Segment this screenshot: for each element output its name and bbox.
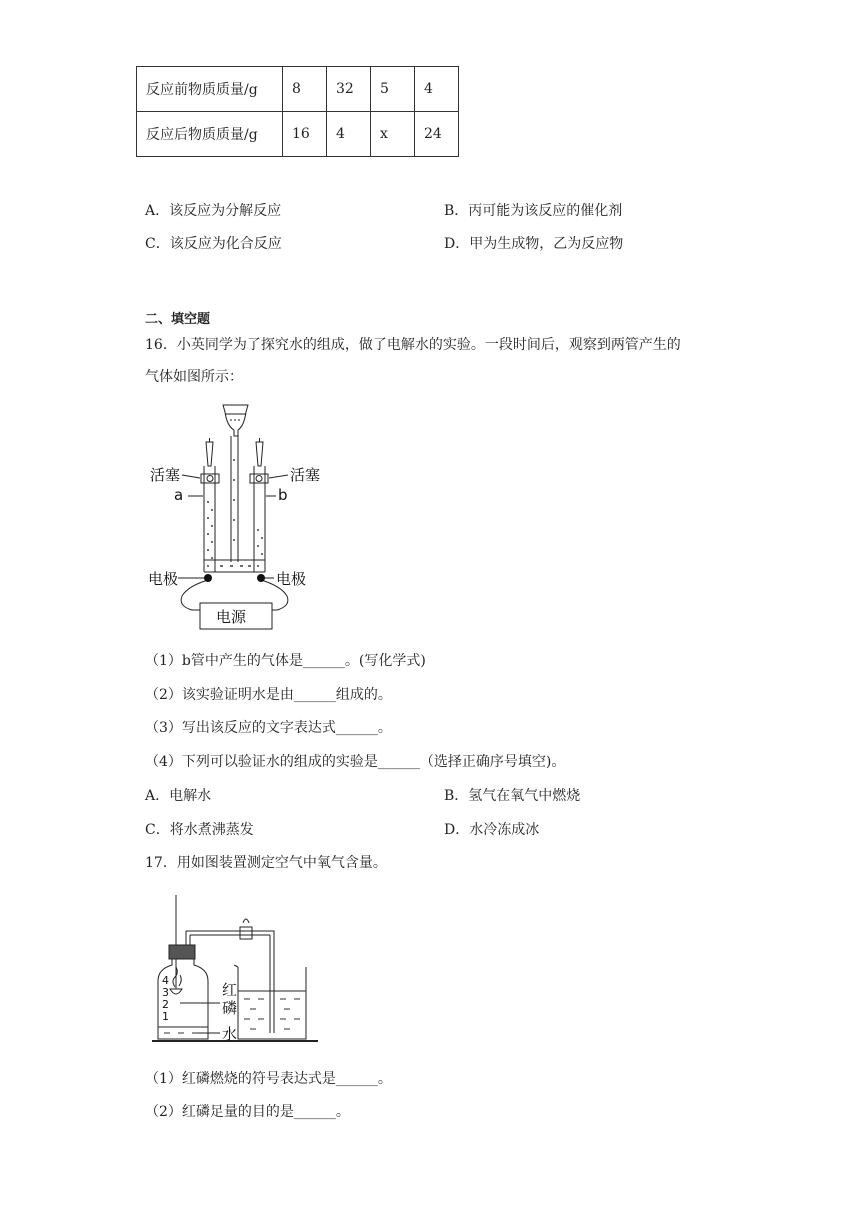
q16-sub3: （3）写出该反应的文字表达式______。 [145, 720, 392, 736]
q15-option-a: A．该反应为分解反应 [145, 203, 282, 219]
electrolysis-figure [148, 400, 348, 632]
scale-mark: 2 [162, 998, 169, 1011]
q17-sub2: （2）红磷足量的目的是______。 [145, 1104, 350, 1120]
q16-stem-line1: 16．小英同学为了探究水的组成，做了电解水的实验。一段时间后，观察到两管产生的 [145, 337, 681, 353]
oxygen-content-figure [146, 893, 346, 1043]
tube-a-label: a [174, 486, 184, 504]
table-cell: 24 [415, 112, 459, 157]
red-phosphorus-label-2: 磷 [222, 999, 238, 1017]
section-title: 二、填空题 [145, 312, 211, 327]
table-cell: 32 [327, 67, 371, 112]
electrode-left-label: 电极 [148, 570, 179, 588]
q16-sub2: （2）该实验证明水是由______组成的。 [145, 687, 392, 703]
q15-option-d: D．甲为生成物，乙为反应物 [444, 236, 624, 252]
q16-option-d: D．水冷冻成冰 [444, 822, 540, 838]
q16-sub1: （1）b管中产生的气体是______。(写化学式) [145, 653, 426, 669]
stopcock-left-label: 活塞 [150, 466, 181, 484]
q15-option-b: B．丙可能为该反应的催化剂 [444, 203, 623, 219]
q16-sub4: （4）下列可以验证水的组成的实验是______（选择正确序号填空)。 [145, 754, 566, 770]
table-cell: 反应前物质质量/g [137, 67, 283, 112]
table-cell: 8 [283, 67, 327, 112]
table-row [137, 67, 459, 112]
scale-mark: 4 [162, 974, 169, 987]
table-row [137, 112, 459, 157]
q16-stem-line2: 气体如图所示： [145, 369, 243, 385]
power-label: 电源 [216, 608, 247, 626]
table-cell: x [371, 112, 415, 157]
q16-option-c: C．将水煮沸蒸发 [145, 822, 254, 838]
red-phosphorus-label-1: 红 [222, 981, 238, 999]
table-cell: 5 [371, 67, 415, 112]
electrode-right-label: 电极 [276, 570, 307, 588]
scale-mark: 3 [162, 986, 169, 999]
q16-option-b: B．氢气在氧气中燃烧 [444, 788, 581, 804]
water-label: 水 [222, 1025, 238, 1043]
q15-option-c: C．该反应为化合反应 [145, 236, 282, 252]
table-cell: 4 [327, 112, 371, 157]
stopcock-right-label: 活塞 [290, 466, 321, 484]
q17-sub1: （1）红磷燃烧的符号表达式是______。 [145, 1071, 392, 1087]
tube-b-label: b [278, 486, 288, 504]
table-cell: 16 [283, 112, 327, 157]
scale-mark: 1 [162, 1010, 169, 1023]
q17-stem: 17．用如图装置测定空气中氧气含量。 [145, 855, 387, 871]
mass-table [136, 66, 459, 157]
table-cell: 4 [415, 67, 459, 112]
q16-option-a: A．电解水 [145, 788, 212, 804]
table-cell: 反应后物质质量/g [137, 112, 283, 157]
